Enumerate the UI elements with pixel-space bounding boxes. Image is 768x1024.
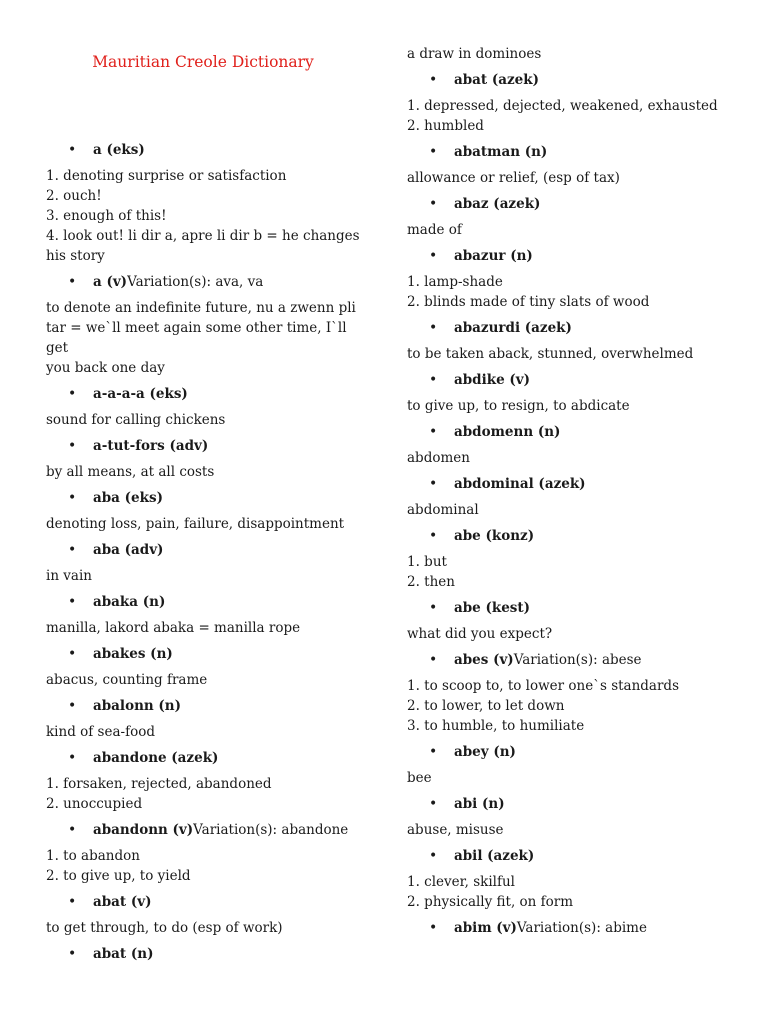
dictionary-entry xyxy=(407,194,737,240)
headword: abandone (azek) xyxy=(93,750,219,766)
definition-line: 2. humbled xyxy=(407,118,484,134)
headword-line xyxy=(407,918,737,938)
bullet-icon: • xyxy=(68,698,77,714)
definition-line: to get through, to do (esp of work) xyxy=(46,920,283,936)
dictionary-entry xyxy=(407,318,737,364)
headword-line xyxy=(407,422,737,442)
definition xyxy=(407,272,737,312)
headword-line xyxy=(46,436,364,456)
bullet-icon: • xyxy=(68,750,77,766)
bullet-icon: • xyxy=(68,274,77,290)
definition-line: abdominal xyxy=(407,502,479,518)
definition-line: 2. unoccupied xyxy=(46,796,143,812)
headword: abe (konz) xyxy=(454,528,535,544)
dictionary-entry xyxy=(407,846,737,912)
definition-line: 1. but xyxy=(407,554,447,570)
headword-line xyxy=(46,820,364,840)
dictionary-entry xyxy=(46,644,364,690)
bullet-icon: • xyxy=(68,894,77,910)
headword: abandonn (v) xyxy=(93,822,194,838)
definition xyxy=(407,768,737,788)
bullet-icon: • xyxy=(429,476,438,492)
headword-line xyxy=(46,272,364,292)
dictionary-entry xyxy=(46,436,364,482)
definition-line: by all means, at all costs xyxy=(46,464,215,480)
headword: a-a-a-a (eks) xyxy=(93,386,188,402)
definition xyxy=(407,500,737,520)
headword: abey (n) xyxy=(454,744,516,760)
dictionary-entry xyxy=(407,650,737,736)
headword: abil (azek) xyxy=(454,848,535,864)
definition-line: 3. to humble, to humiliate xyxy=(407,718,585,734)
headword-line xyxy=(46,748,364,768)
definition-line: 3. enough of this! xyxy=(46,208,167,224)
definition xyxy=(46,722,364,742)
dictionary-entry xyxy=(407,742,737,788)
headword-line xyxy=(407,246,737,266)
bullet-icon: • xyxy=(429,848,438,864)
headword: abatman (n) xyxy=(454,144,548,160)
dictionary-entry xyxy=(407,918,737,938)
bullet-icon: • xyxy=(429,248,438,264)
definition xyxy=(46,514,364,534)
headword: abdominal (azek) xyxy=(454,476,586,492)
definition-line: 1. to scoop to, to lower one`s standards xyxy=(407,678,679,694)
dictionary-entry xyxy=(46,944,364,964)
bullet-icon: • xyxy=(429,600,438,616)
definition-line: 1. to abandon xyxy=(46,848,140,864)
page-title: Mauritian Creole Dictionary xyxy=(92,53,314,71)
headword-line xyxy=(407,526,737,546)
headword: abim (v) xyxy=(454,920,517,936)
definition xyxy=(46,410,364,430)
headword: aba (eks) xyxy=(93,490,163,506)
dictionary-entry xyxy=(407,70,737,136)
headword: abaz (azek) xyxy=(454,196,541,212)
definition-line: bee xyxy=(407,770,432,786)
headword-line xyxy=(407,318,737,338)
headword-line xyxy=(407,142,737,162)
headword-line xyxy=(407,370,737,390)
variation-text: Variation(s): abandone xyxy=(193,822,349,838)
definition-line: made of xyxy=(407,222,462,238)
dictionary-entry xyxy=(46,696,364,742)
definition-line: abuse, misuse xyxy=(407,822,504,838)
bullet-icon: • xyxy=(429,144,438,160)
definition-line: 1. denoting surprise or satisfaction xyxy=(46,168,287,184)
dictionary-entry xyxy=(46,540,364,586)
dictionary-entry xyxy=(407,142,737,188)
bullet-icon: • xyxy=(429,320,438,336)
definition-line: 2. to lower, to let down xyxy=(407,698,565,714)
variation-text: Variation(s): abese xyxy=(513,652,642,668)
dictionary-entry xyxy=(407,370,737,416)
definition-line: abacus, counting frame xyxy=(46,672,208,688)
dictionary-entry xyxy=(407,246,737,312)
definition xyxy=(407,96,737,136)
bullet-icon: • xyxy=(68,386,77,402)
bullet-icon: • xyxy=(429,196,438,212)
bullet-icon: • xyxy=(429,72,438,88)
definition xyxy=(407,552,737,592)
definition xyxy=(46,462,364,482)
headword-line xyxy=(407,70,737,90)
definition xyxy=(46,670,364,690)
definition xyxy=(407,396,737,416)
bullet-icon: • xyxy=(429,920,438,936)
headword: abat (n) xyxy=(93,946,154,962)
definition-line: his story xyxy=(46,248,105,264)
headword: abalonn (n) xyxy=(93,698,181,714)
bullet-icon: • xyxy=(429,528,438,544)
definition-line: to denote an indefinite future, nu a zwenn pli xyxy=(46,300,356,316)
headword-line xyxy=(407,742,737,762)
bullet-icon: • xyxy=(68,142,77,158)
definition-line: 4. look out! li dir a, apre li dir b = he changes xyxy=(46,228,360,244)
bullet-icon: • xyxy=(429,372,438,388)
headword: abakes (n) xyxy=(93,646,173,662)
definition xyxy=(46,846,364,886)
headword: a-tut-fors (adv) xyxy=(93,438,209,454)
definition xyxy=(407,344,737,364)
headword-line xyxy=(407,650,737,670)
dictionary-entry xyxy=(407,794,737,840)
headword: abe (kest) xyxy=(454,600,531,616)
dictionary-entry xyxy=(46,140,364,266)
headword-line xyxy=(46,892,364,912)
headword-line xyxy=(46,488,364,508)
bullet-icon: • xyxy=(68,438,77,454)
dictionary-entry xyxy=(407,474,737,520)
definition-line: 2. to give up, to yield xyxy=(46,868,191,884)
definition-line: sound for calling chickens xyxy=(46,412,226,428)
dictionary-entry xyxy=(46,488,364,534)
bullet-icon: • xyxy=(68,490,77,506)
dictionary-entry xyxy=(46,892,364,938)
headword: abaka (n) xyxy=(93,594,166,610)
definition xyxy=(407,448,737,468)
bullet-icon: • xyxy=(429,424,438,440)
dictionary-entry xyxy=(46,272,364,378)
definition xyxy=(46,566,364,586)
dictionary-entry xyxy=(46,592,364,638)
headword-line xyxy=(407,598,737,618)
headword: abazurdi (azek) xyxy=(454,320,572,336)
bullet-icon: • xyxy=(68,822,77,838)
bullet-icon: • xyxy=(68,542,77,558)
definition-line: 1. clever, skilful xyxy=(407,874,515,890)
variation-text: Variation(s): ava, va xyxy=(127,274,264,290)
definition-line: to give up, to resign, to abdicate xyxy=(407,398,630,414)
headword: a (v) xyxy=(93,274,128,290)
bullet-icon: • xyxy=(429,652,438,668)
headword-line xyxy=(46,140,364,160)
headword-line xyxy=(407,794,737,814)
definition xyxy=(407,44,737,64)
definition xyxy=(407,624,737,644)
definition-line: kind of sea-food xyxy=(46,724,155,740)
definition xyxy=(407,168,737,188)
dictionary-entry xyxy=(407,422,737,468)
dictionary-entry xyxy=(407,598,737,644)
headword-line xyxy=(407,194,737,214)
headword-line xyxy=(46,696,364,716)
headword-line xyxy=(407,474,737,494)
definition-line: abdomen xyxy=(407,450,470,466)
dictionary-entry xyxy=(407,526,737,592)
definition-line: 1. forsaken, rejected, abandoned xyxy=(46,776,272,792)
definition-line: to be taken aback, stunned, overwhelmed xyxy=(407,346,694,362)
left-column xyxy=(46,134,364,970)
headword: abi (n) xyxy=(454,796,505,812)
definition xyxy=(407,220,737,240)
definition-line: 2. physically fit, on form xyxy=(407,894,574,910)
definition-line: you back one day xyxy=(46,360,165,376)
headword-line xyxy=(46,384,364,404)
dictionary-entry xyxy=(46,820,364,886)
bullet-icon: • xyxy=(68,946,77,962)
definition xyxy=(46,774,364,814)
bullet-icon: • xyxy=(429,796,438,812)
definition-line: 1. lamp-shade xyxy=(407,274,503,290)
definition xyxy=(407,820,737,840)
headword-line xyxy=(46,540,364,560)
dictionary-entry xyxy=(46,384,364,430)
definition xyxy=(46,166,364,266)
definition xyxy=(407,676,737,736)
definition-line: denoting loss, pain, failure, disappointment xyxy=(46,516,345,532)
headword-line xyxy=(46,592,364,612)
headword: abdike (v) xyxy=(454,372,531,388)
definition-line: in vain xyxy=(46,568,92,584)
definition xyxy=(46,618,364,638)
headword: abat (azek) xyxy=(454,72,540,88)
definition-line: 1. depressed, dejected, weakened, exhausted xyxy=(407,98,718,114)
definition xyxy=(46,298,364,378)
headword: abazur (n) xyxy=(454,248,533,264)
headword: abdomenn (n) xyxy=(454,424,561,440)
definition-line: tar = we`ll meet again some other time, I`ll get xyxy=(46,320,347,356)
definition-line: a draw in dominoes xyxy=(407,46,542,62)
headword: abat (v) xyxy=(93,894,152,910)
definition-line: what did you expect? xyxy=(407,626,553,642)
headword: a (eks) xyxy=(93,142,145,158)
headword-line xyxy=(46,644,364,664)
right-column xyxy=(407,44,737,944)
headword: abes (v) xyxy=(454,652,514,668)
headword-line xyxy=(407,846,737,866)
dictionary-entry xyxy=(46,748,364,814)
definition-line: allowance or relief, (esp of tax) xyxy=(407,170,620,186)
definition xyxy=(407,872,737,912)
definition xyxy=(46,918,364,938)
bullet-icon: • xyxy=(429,744,438,760)
definition-line: manilla, lakord abaka = manilla rope xyxy=(46,620,301,636)
headword: aba (adv) xyxy=(93,542,164,558)
definition-line: 2. then xyxy=(407,574,455,590)
bullet-icon: • xyxy=(68,594,77,610)
headword-line xyxy=(46,944,364,964)
variation-text: Variation(s): abime xyxy=(516,920,647,936)
definition-line: 2. ouch! xyxy=(46,188,102,204)
definition-line: 2. blinds made of tiny slats of wood xyxy=(407,294,650,310)
bullet-icon: • xyxy=(68,646,77,662)
